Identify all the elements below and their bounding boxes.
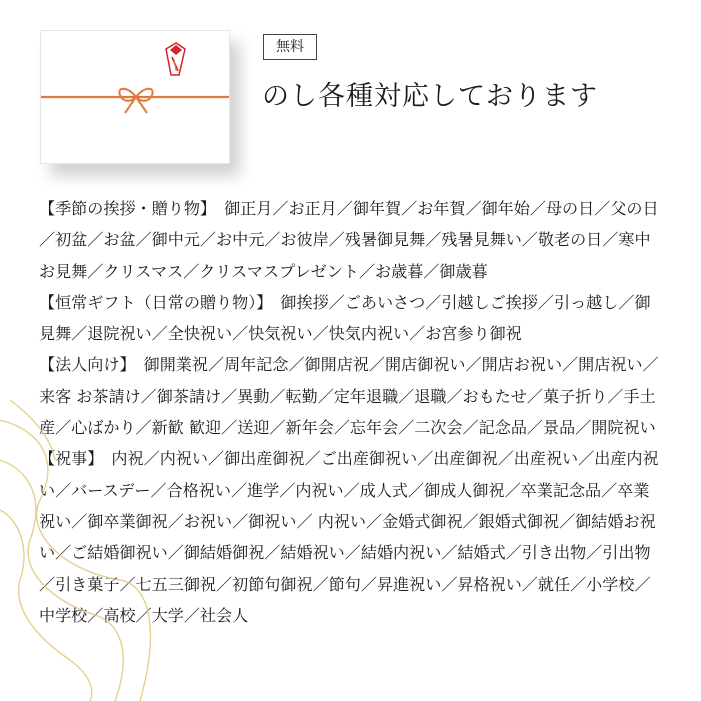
section-label: 【祝事】 bbox=[39, 449, 96, 469]
gold-swirl-decoration bbox=[0, 400, 170, 701]
bow-icon bbox=[119, 89, 152, 113]
section-body: 御開業祝／周年記念／御開店祝／開店御祝い／開店お祝い／開店祝い／来客 お茶請け／御茶請け／異動／転勤／定年退職／退職／おもたせ／菓子折り／手土産／心ばかり／新歓 歓迎／送迎／新年会／忘年会／二次会／記念品／景品／開院祝い bbox=[39, 355, 659, 438]
free-badge: 無料 bbox=[263, 34, 317, 60]
noshi-paper-image bbox=[40, 30, 230, 164]
section-label: 【法人向け】 bbox=[39, 355, 128, 375]
headline: のし各種対応しております bbox=[262, 81, 598, 112]
section-label: 【季節の挨拶・贈り物】 bbox=[39, 199, 208, 218]
section-everyday bbox=[39, 287, 663, 350]
section-seasonal bbox=[39, 193, 663, 287]
section-body: 内祝／内祝い／御出産御祝／ご出産御祝い／出産御祝／出産祝い／出産内祝い／バースデー／合格祝い／進学／内祝い／成人式／御成人御祝／卒業記念品／卒業祝い／御卒業御祝／お祝い／御祝い／ 内祝い／金婚式御祝／銀婚式御祝／御結婚お祝い／ご結婚御祝い／御結婚御祝／結婚祝い／結婚内祝い／結婚式／引き出物／引出物／引き菓子／七五三御祝／初節句御祝／節句／昇進祝い／昇格祝い／就任／小学校／中学校／高校／大学／社会人 bbox=[39, 449, 659, 625]
section-body: 御正月／お正月／御年賀／お年賀／御年始／母の日／父の日／初盆／お盆／御中元／お中元／お彼岸／残暑御見舞／残暑見舞い／敬老の日／寒中お見舞／クリスマス／クリスマスプレゼント／お歳暮／御歳暮 bbox=[39, 199, 659, 281]
section-label: 【恒常ギフト（日常の贈り物）】 bbox=[39, 292, 265, 312]
noshi-ornament-icon bbox=[166, 43, 185, 75]
noshi-illustration bbox=[41, 31, 229, 163]
section-body: 御挨拶／ごあいさつ／引越しご挨拶／引っ越し／御見舞／退院祝い／全快祝い／快気祝い／快気内祝い／お宮参り御祝 bbox=[39, 292, 651, 344]
